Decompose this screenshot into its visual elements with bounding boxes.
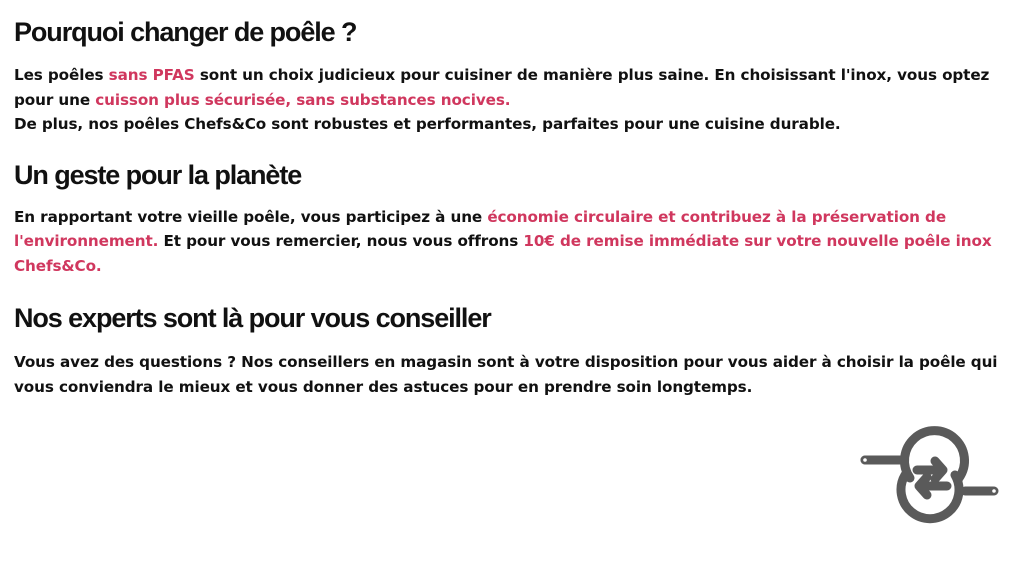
- text-segment: En rapportant votre vieille poêle, vous participez à une: [14, 207, 488, 226]
- text-segment: De plus, nos poêles Chefs&Co sont robustes et performantes, parfaites pour une cuisine durable.: [14, 115, 841, 133]
- section-heading-why-change: Pourquoi changer de poêle ?: [14, 17, 357, 47]
- section-paragraph-planet: [14, 205, 1014, 279]
- section-heading-experts: Nos experts sont là pour vous conseiller: [14, 303, 491, 333]
- section-paragraph-why-change: [14, 63, 1014, 137]
- article: [14, 14, 1014, 399]
- text-segment: sont un choix judicieux pour cuisiner de manière plus saine. En choisissant l'inox, vous optez pour une: [14, 66, 990, 109]
- text-segment: Vous avez des questions ? Nos conseillers en magasin sont à votre disposition pour vous aider à choisir la poêle qui vous conviendra le mieux et vous donner des astuces pour en prendre soin longtemps.: [14, 353, 998, 396]
- pan-recycle-icon: [857, 423, 1005, 531]
- highlight-discount: 10€ de remise immédiate sur votre nouvelle poêle inox Chefs&Co.: [14, 232, 992, 275]
- section-paragraph-experts: [14, 350, 1014, 399]
- text-segment: Les poêles: [14, 66, 109, 84]
- text-segment: Et pour vous remercier, nous vous offrons: [158, 232, 524, 250]
- highlight-circular-economy: économie circulaire et contribuez à la préservation de l'environnement.: [14, 207, 947, 250]
- highlight-sans-pfas: sans PFAS: [108, 66, 195, 84]
- highlight-safe-cooking: cuisson plus sécurisée, sans substances nocives.: [95, 90, 511, 109]
- section-heading-planet: Un geste pour la planète: [14, 159, 302, 190]
